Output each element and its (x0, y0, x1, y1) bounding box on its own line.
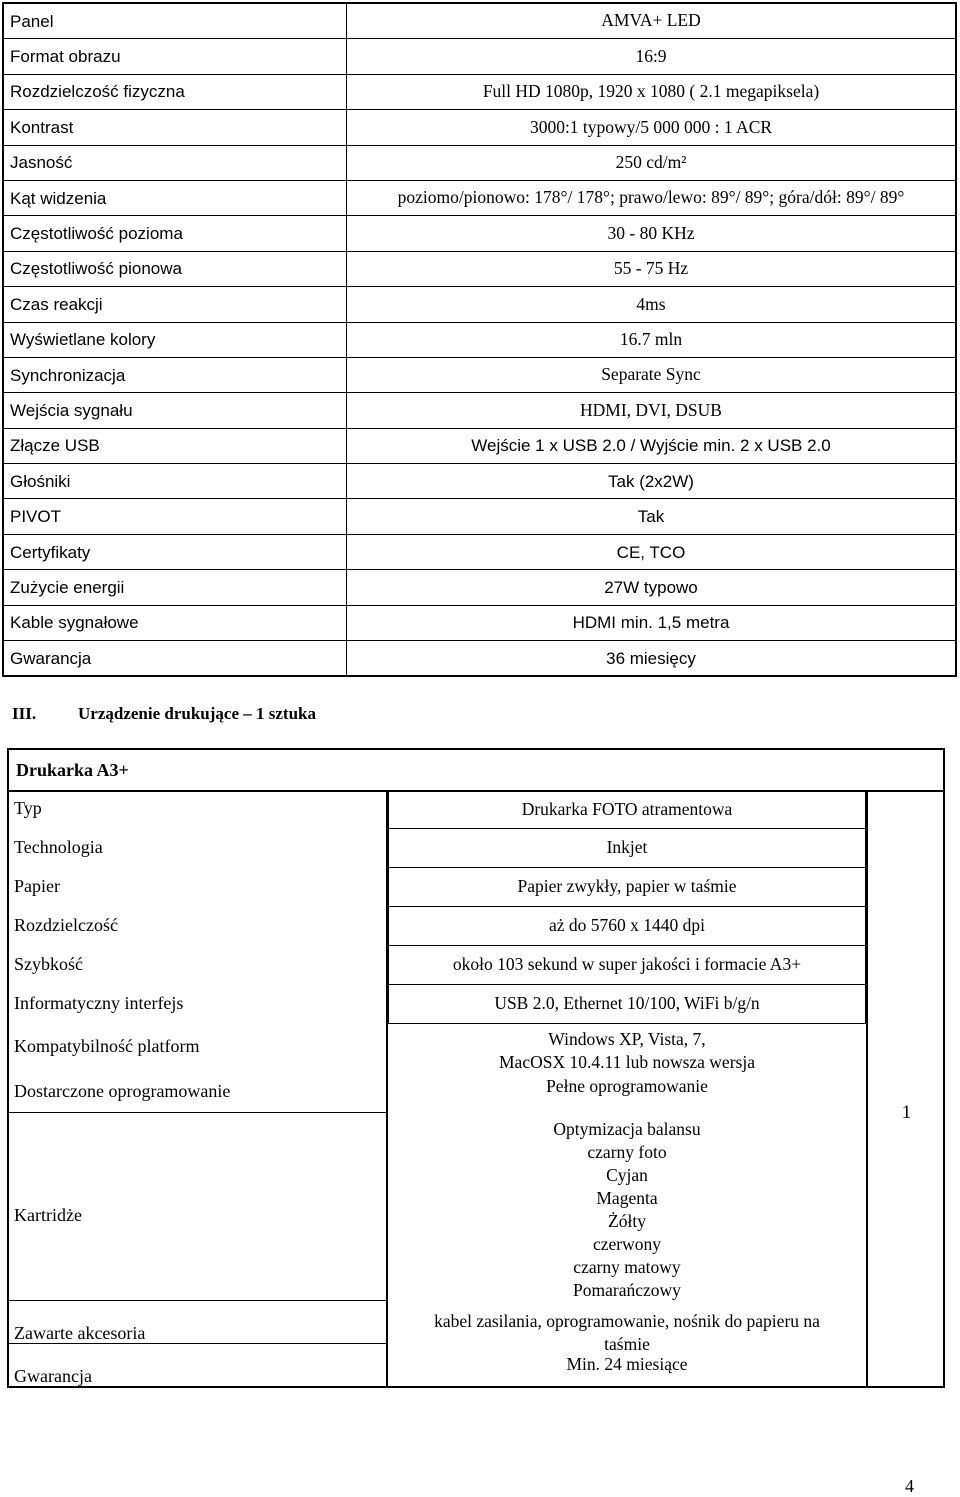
monitor-row-value: 55 - 75 Hz (347, 251, 957, 286)
monitor-row-value: 250 cd/m² (347, 145, 957, 180)
printer-value-line: Windows XP, Vista, 7, (548, 1029, 706, 1049)
printer-row-label: Papier (14, 876, 60, 896)
printer-value-line: Pełne oprogramowanie (546, 1076, 708, 1096)
printer-row-value (388, 829, 866, 868)
row-divider (9, 1343, 386, 1344)
monitor-row (3, 428, 956, 463)
monitor-row (3, 3, 956, 39)
printer-label-column (9, 790, 388, 1386)
printer-row-label: Zawarte akcesoria (14, 1323, 146, 1343)
printer-value-line: Optymizacja balansu (553, 1119, 701, 1139)
monitor-row (3, 641, 956, 677)
monitor-row-value: 36 miesięcy (347, 641, 957, 677)
printer-row-value (388, 985, 866, 1024)
monitor-row-value: HDMI min. 1,5 metra (347, 605, 957, 640)
monitor-row-label: PIVOT (3, 499, 347, 534)
monitor-row-value: poziomo/pionowo: 178°/ 178°; prawo/lewo: 89°/ 89°; góra/dół: 89°/ 89° (347, 180, 957, 215)
printer-row-value (388, 1353, 866, 1376)
printer-quantity: 1 (901, 1102, 912, 1123)
monitor-row (3, 570, 956, 605)
monitor-row (3, 145, 956, 180)
monitor-row (3, 74, 956, 109)
printer-value-line: czerwony (592, 1234, 662, 1254)
printer-value-line: taśmie (604, 1334, 650, 1354)
monitor-row (3, 534, 956, 569)
monitor-row-value: Full HD 1080p, 1920 x 1080 ( 2.1 megapiksela) (347, 74, 957, 109)
printer-value-line: Inkjet (606, 837, 648, 857)
section-heading (12, 704, 316, 724)
row-divider (9, 1300, 386, 1301)
monitor-row (3, 322, 956, 357)
monitor-row-label: Wejścia sygnału (3, 393, 347, 428)
monitor-row-label: Czas reakcji (3, 287, 347, 322)
monitor-row-label: Gwarancja (3, 641, 347, 677)
page-number: 4 (905, 1476, 914, 1496)
monitor-row-label: Kąt widzenia (3, 180, 347, 215)
monitor-row-label: Zużycie energii (3, 570, 347, 605)
monitor-row (3, 39, 956, 74)
monitor-row-label: Wyświetlane kolory (3, 322, 347, 357)
monitor-row-value: 30 - 80 KHz (347, 216, 957, 251)
monitor-row-value: Tak (2x2W) (347, 464, 957, 499)
printer-value-line: około 103 sekund w super jakości i formacie A3+ (452, 954, 802, 974)
monitor-row (3, 464, 956, 499)
printer-row-label: Gwarancja (14, 1366, 92, 1386)
monitor-row (3, 180, 956, 215)
row-divider (9, 1112, 386, 1113)
monitor-row (3, 251, 956, 286)
monitor-row-value: Separate Sync (347, 357, 957, 392)
printer-value-line: Magenta (596, 1188, 658, 1208)
printer-row-label: Szybkość (14, 954, 83, 974)
monitor-row-label: Certyfikaty (3, 534, 347, 569)
printer-spec-table (7, 748, 945, 1388)
monitor-row-value: Wejście 1 x USB 2.0 / Wyjście min. 2 x USB 2.0 (347, 428, 957, 463)
monitor-row-value: 4ms (347, 287, 957, 322)
printer-row-value (388, 946, 866, 985)
printer-value-line: Żółty (608, 1211, 646, 1231)
printer-value-line: czarny foto (587, 1142, 667, 1162)
printer-row-label: Rozdzielczość (14, 915, 118, 935)
monitor-row-label: Panel (3, 3, 347, 39)
printer-value-line: aż do 5760 x 1440 dpi (548, 915, 706, 935)
printer-row-value (388, 868, 866, 907)
monitor-row-label: Kable sygnałowe (3, 605, 347, 640)
printer-value-line: kabel zasilania, oprogramowanie, nośnik do papieru na (434, 1311, 820, 1331)
printer-row-label: Dostarczone oprogramowanie (14, 1081, 231, 1101)
printer-quantity-column (866, 790, 945, 1386)
monitor-row-value: CE, TCO (347, 534, 957, 569)
monitor-row-value: 3000:1 typowy/5 000 000 : 1 ACR (347, 110, 957, 145)
monitor-row-value: AMVA+ LED (347, 3, 957, 39)
printer-row-value (388, 1310, 866, 1356)
monitor-row-label: Format obrazu (3, 39, 347, 74)
printer-row-value (388, 1118, 866, 1302)
printer-value-line: Cyjan (606, 1165, 648, 1185)
monitor-row (3, 605, 956, 640)
monitor-row-label: Złącze USB (3, 428, 347, 463)
printer-value-line: MacOSX 10.4.11 lub nowsza wersja (499, 1052, 755, 1072)
printer-row-label: Informatyczny interfejs (14, 993, 184, 1013)
printer-row-value (388, 907, 866, 946)
printer-value-column (388, 790, 866, 1386)
printer-row-value (388, 790, 866, 829)
printer-row-label: Kartridże (14, 1205, 82, 1225)
printer-row-label: Typ (14, 798, 42, 818)
monitor-row-label: Synchronizacja (3, 357, 347, 392)
monitor-row (3, 393, 956, 428)
monitor-spec-table (2, 2, 957, 677)
monitor-row-value: Tak (347, 499, 957, 534)
printer-row-value (388, 1075, 866, 1098)
monitor-row (3, 216, 956, 251)
monitor-row-value: 16.7 mln (347, 322, 957, 357)
section-number: III. (12, 704, 37, 723)
monitor-row-label: Rozdzielczość fizyczna (3, 74, 347, 109)
section-title: Urządzenie drukujące – 1 sztuka (78, 704, 316, 723)
printer-value-line: Pomarańczowy (573, 1280, 681, 1300)
monitor-row (3, 110, 956, 145)
monitor-row-label: Częstotliwość pionowa (3, 251, 347, 286)
monitor-row-label: Częstotliwość pozioma (3, 216, 347, 251)
printer-value-line: Min. 24 miesiące (566, 1354, 688, 1374)
printer-value-line: Drukarka FOTO atramentowa (521, 799, 733, 819)
printer-row-label: Technologia (14, 837, 103, 857)
printer-row-label: Kompatybilność platform (14, 1036, 200, 1056)
printer-value-line: Papier zwykły, papier w taśmie (517, 876, 737, 896)
printer-title: Drukarka A3+ (9, 750, 943, 792)
monitor-row-value: 16:9 (347, 39, 957, 74)
monitor-row (3, 357, 956, 392)
printer-row-value (388, 1028, 866, 1074)
printer-value-line: USB 2.0, Ethernet 10/100, WiFi b/g/n (494, 993, 760, 1013)
monitor-row-value: HDMI, DVI, DSUB (347, 393, 957, 428)
monitor-row-label: Jasność (3, 145, 347, 180)
monitor-row-label: Kontrast (3, 110, 347, 145)
printer-value-line: czarny matowy (573, 1257, 681, 1277)
monitor-row (3, 499, 956, 534)
monitor-row-value: 27W typowo (347, 570, 957, 605)
monitor-row (3, 287, 956, 322)
monitor-row-label: Głośniki (3, 464, 347, 499)
